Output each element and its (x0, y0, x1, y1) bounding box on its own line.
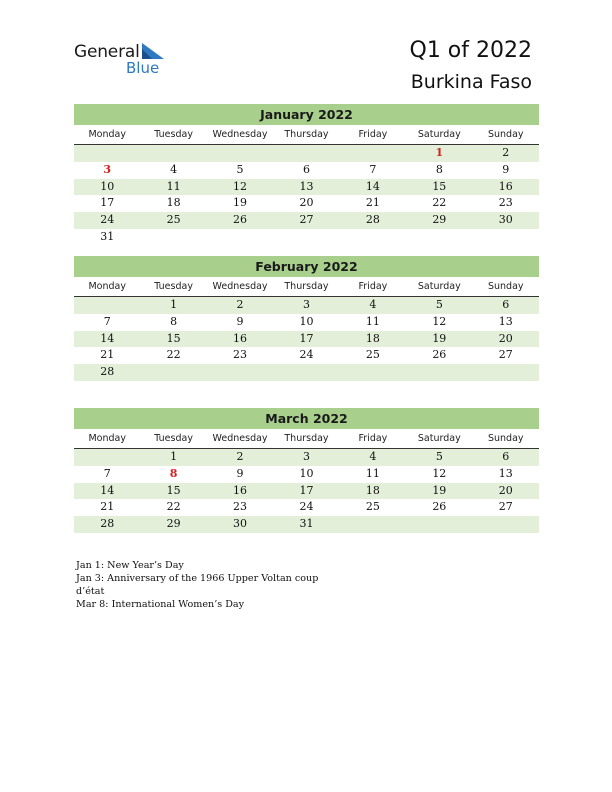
week-row (74, 162, 539, 179)
day-cell: 27 (299, 213, 314, 227)
day-cell: 21 (100, 500, 115, 514)
day-cell (207, 229, 273, 246)
day-cell (140, 364, 206, 381)
weekday-label: Wednesday (212, 433, 268, 444)
day-cell: 9 (236, 466, 244, 480)
day-cell: 12 (432, 466, 447, 480)
day-cell: 29 (166, 517, 181, 531)
day-cell (406, 364, 472, 381)
day-cell (273, 229, 339, 246)
day-cell: 30 (233, 517, 248, 531)
day-cell: 28 (100, 517, 115, 531)
week-row (74, 499, 539, 516)
day-cell: 6 (302, 162, 310, 176)
holiday-day-cell: 3 (103, 162, 112, 176)
week-row (74, 212, 539, 229)
day-cell: 12 (233, 179, 248, 193)
day-cell: 19 (432, 331, 447, 345)
day-cell: 4 (170, 162, 178, 176)
day-cell: 11 (365, 466, 380, 480)
day-cell: 12 (432, 314, 447, 328)
logo-triangle-icon (142, 43, 164, 59)
month-title: March 2022 (74, 408, 539, 429)
day-cell: 5 (435, 450, 443, 463)
weekday-label: Saturday (417, 281, 461, 292)
day-cell: 25 (365, 348, 380, 362)
month-title: February 2022 (74, 256, 539, 277)
day-cell (340, 145, 406, 162)
day-cell: 22 (166, 348, 181, 362)
day-cell: 17 (299, 483, 314, 497)
day-cell: 11 (365, 314, 380, 328)
day-cell: 17 (100, 196, 115, 210)
week-row (74, 314, 539, 331)
day-cell: 19 (432, 483, 447, 497)
day-cell: 7 (103, 314, 111, 328)
day-cell (207, 364, 273, 381)
day-cell: 28 (100, 365, 115, 379)
day-cell (473, 229, 539, 246)
day-cell: 11 (166, 179, 181, 193)
day-cell: 3 (302, 298, 310, 311)
weekday-label: Saturday (417, 129, 461, 140)
week-row (74, 449, 539, 466)
day-cell: 26 (432, 348, 447, 362)
day-cell: 16 (233, 331, 248, 345)
weekday-label: Wednesday (212, 281, 268, 292)
day-cell: 27 (498, 348, 513, 362)
day-cell: 26 (432, 500, 447, 514)
day-cell: 20 (498, 331, 513, 345)
weekday-label: Sunday (487, 433, 524, 444)
day-cell: 8 (435, 162, 443, 176)
day-cell: 25 (365, 500, 380, 514)
day-cell: 15 (166, 483, 181, 497)
day-cell: 18 (365, 331, 380, 345)
day-cell: 2 (502, 146, 510, 159)
country-name: Burkina Faso (410, 71, 532, 93)
day-cell: 22 (432, 196, 447, 210)
day-cell: 21 (100, 348, 115, 362)
day-cell: 1 (170, 298, 178, 311)
logo-general-text: General (74, 42, 140, 62)
day-cell: 30 (498, 213, 513, 227)
weekday-label: Friday (358, 433, 388, 444)
week-row (74, 179, 539, 196)
day-cell (473, 364, 539, 381)
weekday-label: Friday (358, 281, 388, 292)
weekday-label: Thursday (284, 281, 329, 292)
day-cell: 9 (236, 314, 244, 328)
day-cell: 18 (365, 483, 380, 497)
day-cell: 4 (369, 298, 377, 311)
day-cell: 31 (100, 229, 115, 243)
day-cell: 9 (502, 162, 510, 176)
day-cell: 1 (170, 450, 178, 463)
weekday-label: Monday (88, 433, 126, 444)
day-cell: 5 (236, 162, 244, 176)
day-cell: 2 (236, 298, 244, 311)
logo-blue-text: Blue (126, 59, 160, 77)
weekday-header-row (74, 125, 539, 145)
day-cell: 25 (166, 213, 181, 227)
day-cell: 22 (166, 500, 181, 514)
day-cell: 23 (498, 196, 513, 210)
week-row (74, 466, 539, 483)
day-cell: 26 (233, 213, 248, 227)
holiday-note: Jan 3: Anniversary of the 1966 Upper Voltan coup (76, 573, 319, 584)
day-cell: 16 (498, 179, 513, 193)
week-row (74, 331, 539, 348)
day-cell: 3 (302, 450, 310, 463)
holiday-notes (76, 559, 318, 611)
day-cell: 31 (299, 517, 314, 531)
day-cell: 14 (365, 179, 380, 193)
day-cell: 13 (498, 314, 513, 328)
day-cell: 24 (299, 348, 314, 362)
day-cell (207, 145, 273, 162)
day-cell: 28 (365, 213, 380, 227)
day-cell: 7 (103, 466, 111, 480)
day-cell: 13 (299, 179, 314, 193)
month-calendar-february (74, 256, 539, 381)
logo (74, 42, 184, 78)
day-cell (74, 297, 140, 314)
weekday-label: Saturday (417, 433, 461, 444)
month-calendar-january (74, 104, 539, 246)
day-cell: 8 (170, 314, 178, 328)
week-row (74, 145, 539, 162)
day-cell: 14 (100, 483, 115, 497)
day-cell (340, 516, 406, 533)
weekday-label: Monday (88, 129, 126, 140)
holiday-day-cell: 1 (435, 146, 444, 159)
day-cell (273, 364, 339, 381)
day-cell: 27 (498, 500, 513, 514)
day-cell: 18 (166, 196, 181, 210)
day-cell: 24 (100, 213, 115, 227)
week-row (74, 229, 539, 246)
month-calendar-march (74, 408, 539, 533)
weekday-header-row (74, 277, 539, 297)
week-row (74, 297, 539, 314)
week-row (74, 347, 539, 364)
day-cell (340, 364, 406, 381)
holiday-note: Jan 1: New Year’s Day (76, 560, 184, 571)
weekday-label: Thursday (284, 129, 329, 140)
day-cell: 2 (236, 450, 244, 463)
day-cell: 20 (299, 196, 314, 210)
weekday-label: Tuesday (154, 129, 193, 140)
day-cell (473, 516, 539, 533)
day-cell: 24 (299, 500, 314, 514)
day-cell: 21 (365, 196, 380, 210)
day-cell: 23 (233, 500, 248, 514)
day-cell: 10 (100, 179, 115, 193)
day-cell: 7 (369, 162, 377, 176)
day-cell: 29 (432, 213, 447, 227)
week-row (74, 364, 539, 381)
day-cell: 14 (100, 331, 115, 345)
day-cell: 17 (299, 331, 314, 345)
weekday-label: Monday (88, 281, 126, 292)
weekday-label: Tuesday (154, 433, 193, 444)
day-cell: 16 (233, 483, 248, 497)
day-cell (340, 229, 406, 246)
day-cell: 4 (369, 450, 377, 463)
day-cell: 13 (498, 466, 513, 480)
day-cell: 20 (498, 483, 513, 497)
week-row (74, 195, 539, 212)
month-title: January 2022 (74, 104, 539, 125)
weekday-label: Tuesday (154, 281, 193, 292)
day-cell: 10 (299, 314, 314, 328)
weekday-label: Wednesday (212, 129, 268, 140)
week-row (74, 483, 539, 500)
holiday-day-cell: 8 (169, 466, 178, 480)
day-cell (273, 145, 339, 162)
weekday-label: Thursday (284, 433, 329, 444)
page-title: Q1 of 2022 (409, 38, 532, 63)
day-cell (74, 145, 140, 162)
day-cell: 23 (233, 348, 248, 362)
day-cell: 5 (435, 298, 443, 311)
day-cell: 15 (166, 331, 181, 345)
day-cell (406, 516, 472, 533)
day-cell: 6 (502, 298, 510, 311)
week-row (74, 516, 539, 533)
weekday-label: Sunday (487, 129, 524, 140)
day-cell (74, 449, 140, 466)
weekday-label: Sunday (487, 281, 524, 292)
day-cell: 19 (233, 196, 248, 210)
day-cell: 10 (299, 466, 314, 480)
holiday-note: Mar 8: International Women’s Day (76, 599, 245, 610)
weekday-header-row (74, 429, 539, 449)
day-cell: 6 (502, 450, 510, 463)
day-cell: 15 (432, 179, 447, 193)
holiday-note: d’état (76, 586, 105, 597)
day-cell (140, 145, 206, 162)
day-cell (140, 229, 206, 246)
weekday-label: Friday (358, 129, 388, 140)
day-cell (406, 229, 472, 246)
